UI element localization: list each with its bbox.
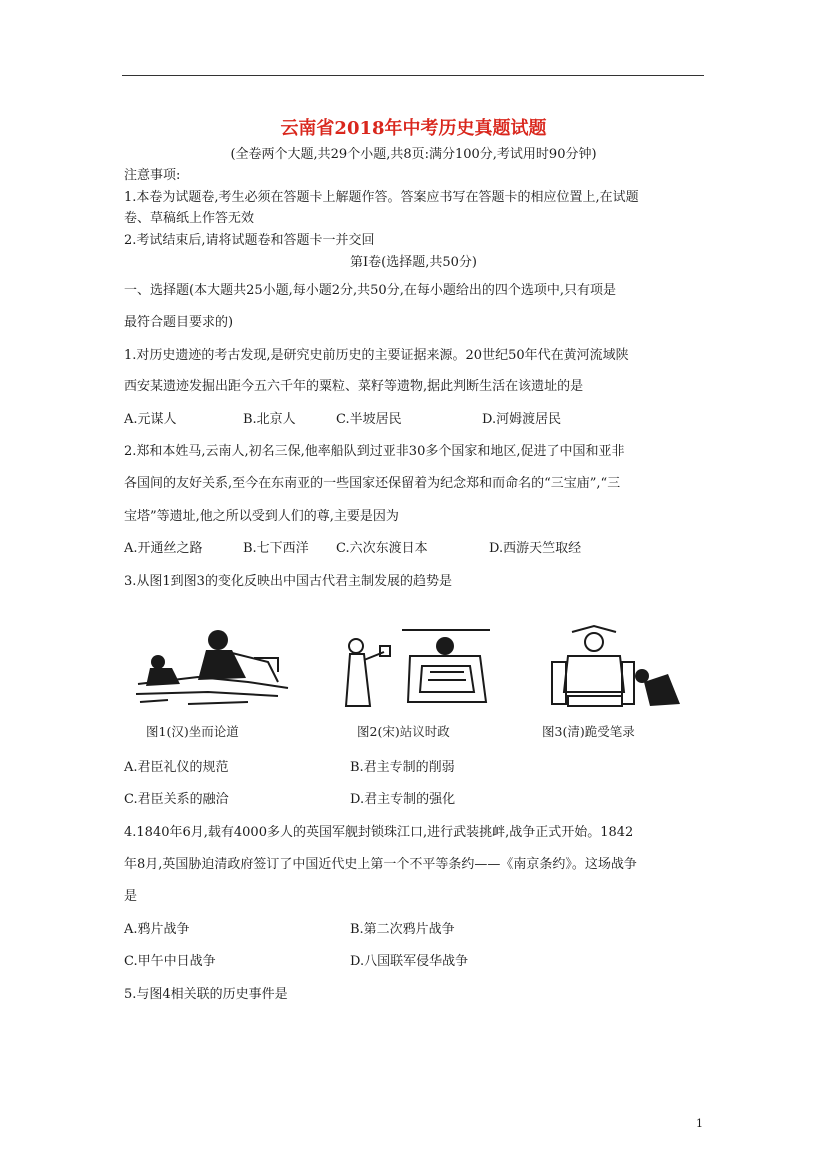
figure-2-illustration bbox=[340, 622, 510, 712]
question-2-line-3: 宝塔”等遗址,他之所以受到人们的尊,主要是因为 bbox=[124, 509, 399, 524]
question-4-option-c: C.甲午中日战争 bbox=[124, 954, 216, 969]
question-4-line-2: 年8月,英国胁迫清政府签订了中国近代史上第一个不平等条约——《南京条约》。这场战争 bbox=[124, 857, 637, 872]
notice-heading: 注意事项: bbox=[124, 168, 181, 183]
question-1-option-d: D.河姆渡居民 bbox=[482, 412, 562, 427]
question-2-option-c: C.六次东渡日本 bbox=[336, 541, 428, 556]
question-1-option-b: B.北京人 bbox=[243, 412, 296, 427]
page-title: 云南省2018年中考历史真题试题 bbox=[280, 118, 547, 139]
notice-line-2: 2.考试结束后,请将试题卷和答题卡一并交回 bbox=[124, 233, 375, 248]
question-2-option-a: A.开通丝之路 bbox=[124, 541, 203, 556]
question-4-option-d: D.八国联军侵华战争 bbox=[350, 954, 469, 969]
question-1-option-a: A.元谋人 bbox=[124, 412, 177, 427]
notice-line-1a: 1.本卷为试题卷,考生必须在答题卡上解题作答。答案应书写在答题卡的相应位置上,在试题 bbox=[124, 190, 639, 205]
question-5-line-1: 5.与图4相关联的历史事件是 bbox=[124, 987, 288, 1002]
question-3-option-b: B.君主专制的削弱 bbox=[350, 760, 455, 775]
question-2-option-d: D.西游天竺取经 bbox=[489, 541, 582, 556]
header-rule bbox=[122, 75, 704, 76]
question-4-option-a: A.鸦片战争 bbox=[124, 922, 190, 937]
exam-info: (全卷两个大题,共29个小题,共8页:满分100分,考试用时90分钟) bbox=[230, 147, 597, 162]
figure-2-caption: 图2(宋)站议时政 bbox=[357, 724, 450, 739]
question-3-option-c: C.君臣关系的融洽 bbox=[124, 792, 229, 807]
figure-1-illustration bbox=[128, 622, 298, 712]
question-1-line-1: 1.对历史遗迹的考古发现,是研究史前历史的主要证据来源。20世纪50年代在黄河流域陕 bbox=[124, 348, 629, 363]
part-heading: 第Ⅰ卷(选择题,共50分) bbox=[350, 255, 477, 270]
figure-3-illustration bbox=[538, 622, 683, 712]
question-1-line-2: 西安某遗迹发掘出距今五六千年的粟粒、菜籽等遗物,据此判断生活在该遗址的是 bbox=[124, 379, 584, 394]
question-2-line-1: 2.郑和本姓马,云南人,初名三保,他率船队到过亚非30多个国家和地区,促进了中国和亚非 bbox=[124, 444, 625, 459]
figure-1-caption: 图1(汉)坐而论道 bbox=[146, 724, 239, 739]
question-4-line-3: 是 bbox=[124, 889, 138, 904]
section-instructions-b: 最符合题目要求的) bbox=[124, 315, 234, 330]
question-4-line-1: 4.1840年6月,载有4000多人的英国军舰封锁珠江口,进行武装挑衅,战争正式开始。1842 bbox=[124, 825, 634, 840]
page-number: 1 bbox=[696, 1117, 703, 1130]
notice-line-1b: 卷、草稿纸上作答无效 bbox=[124, 211, 255, 226]
question-1-option-c: C.半坡居民 bbox=[336, 412, 402, 427]
question-2-option-b: B.七下西洋 bbox=[243, 541, 309, 556]
question-2-line-2: 各国间的友好关系,至今在东南亚的一些国家还保留着为纪念郑和而命名的“三宝庙”,“三 bbox=[124, 476, 621, 491]
section-instructions-a: 一、选择题(本大题共25小题,每小题2分,共50分,在每小题给出的四个选项中,只有项是 bbox=[124, 283, 616, 298]
question-3-option-d: D.君主专制的强化 bbox=[350, 792, 456, 807]
question-3-line-1: 3.从图1到图3的变化反映出中国古代君主制发展的趋势是 bbox=[124, 574, 452, 589]
question-4-option-b: B.第二次鸦片战争 bbox=[350, 922, 455, 937]
question-3-option-a: A.君臣礼仪的规范 bbox=[124, 760, 229, 775]
figure-3-caption: 图3(清)跪受笔录 bbox=[542, 724, 635, 739]
